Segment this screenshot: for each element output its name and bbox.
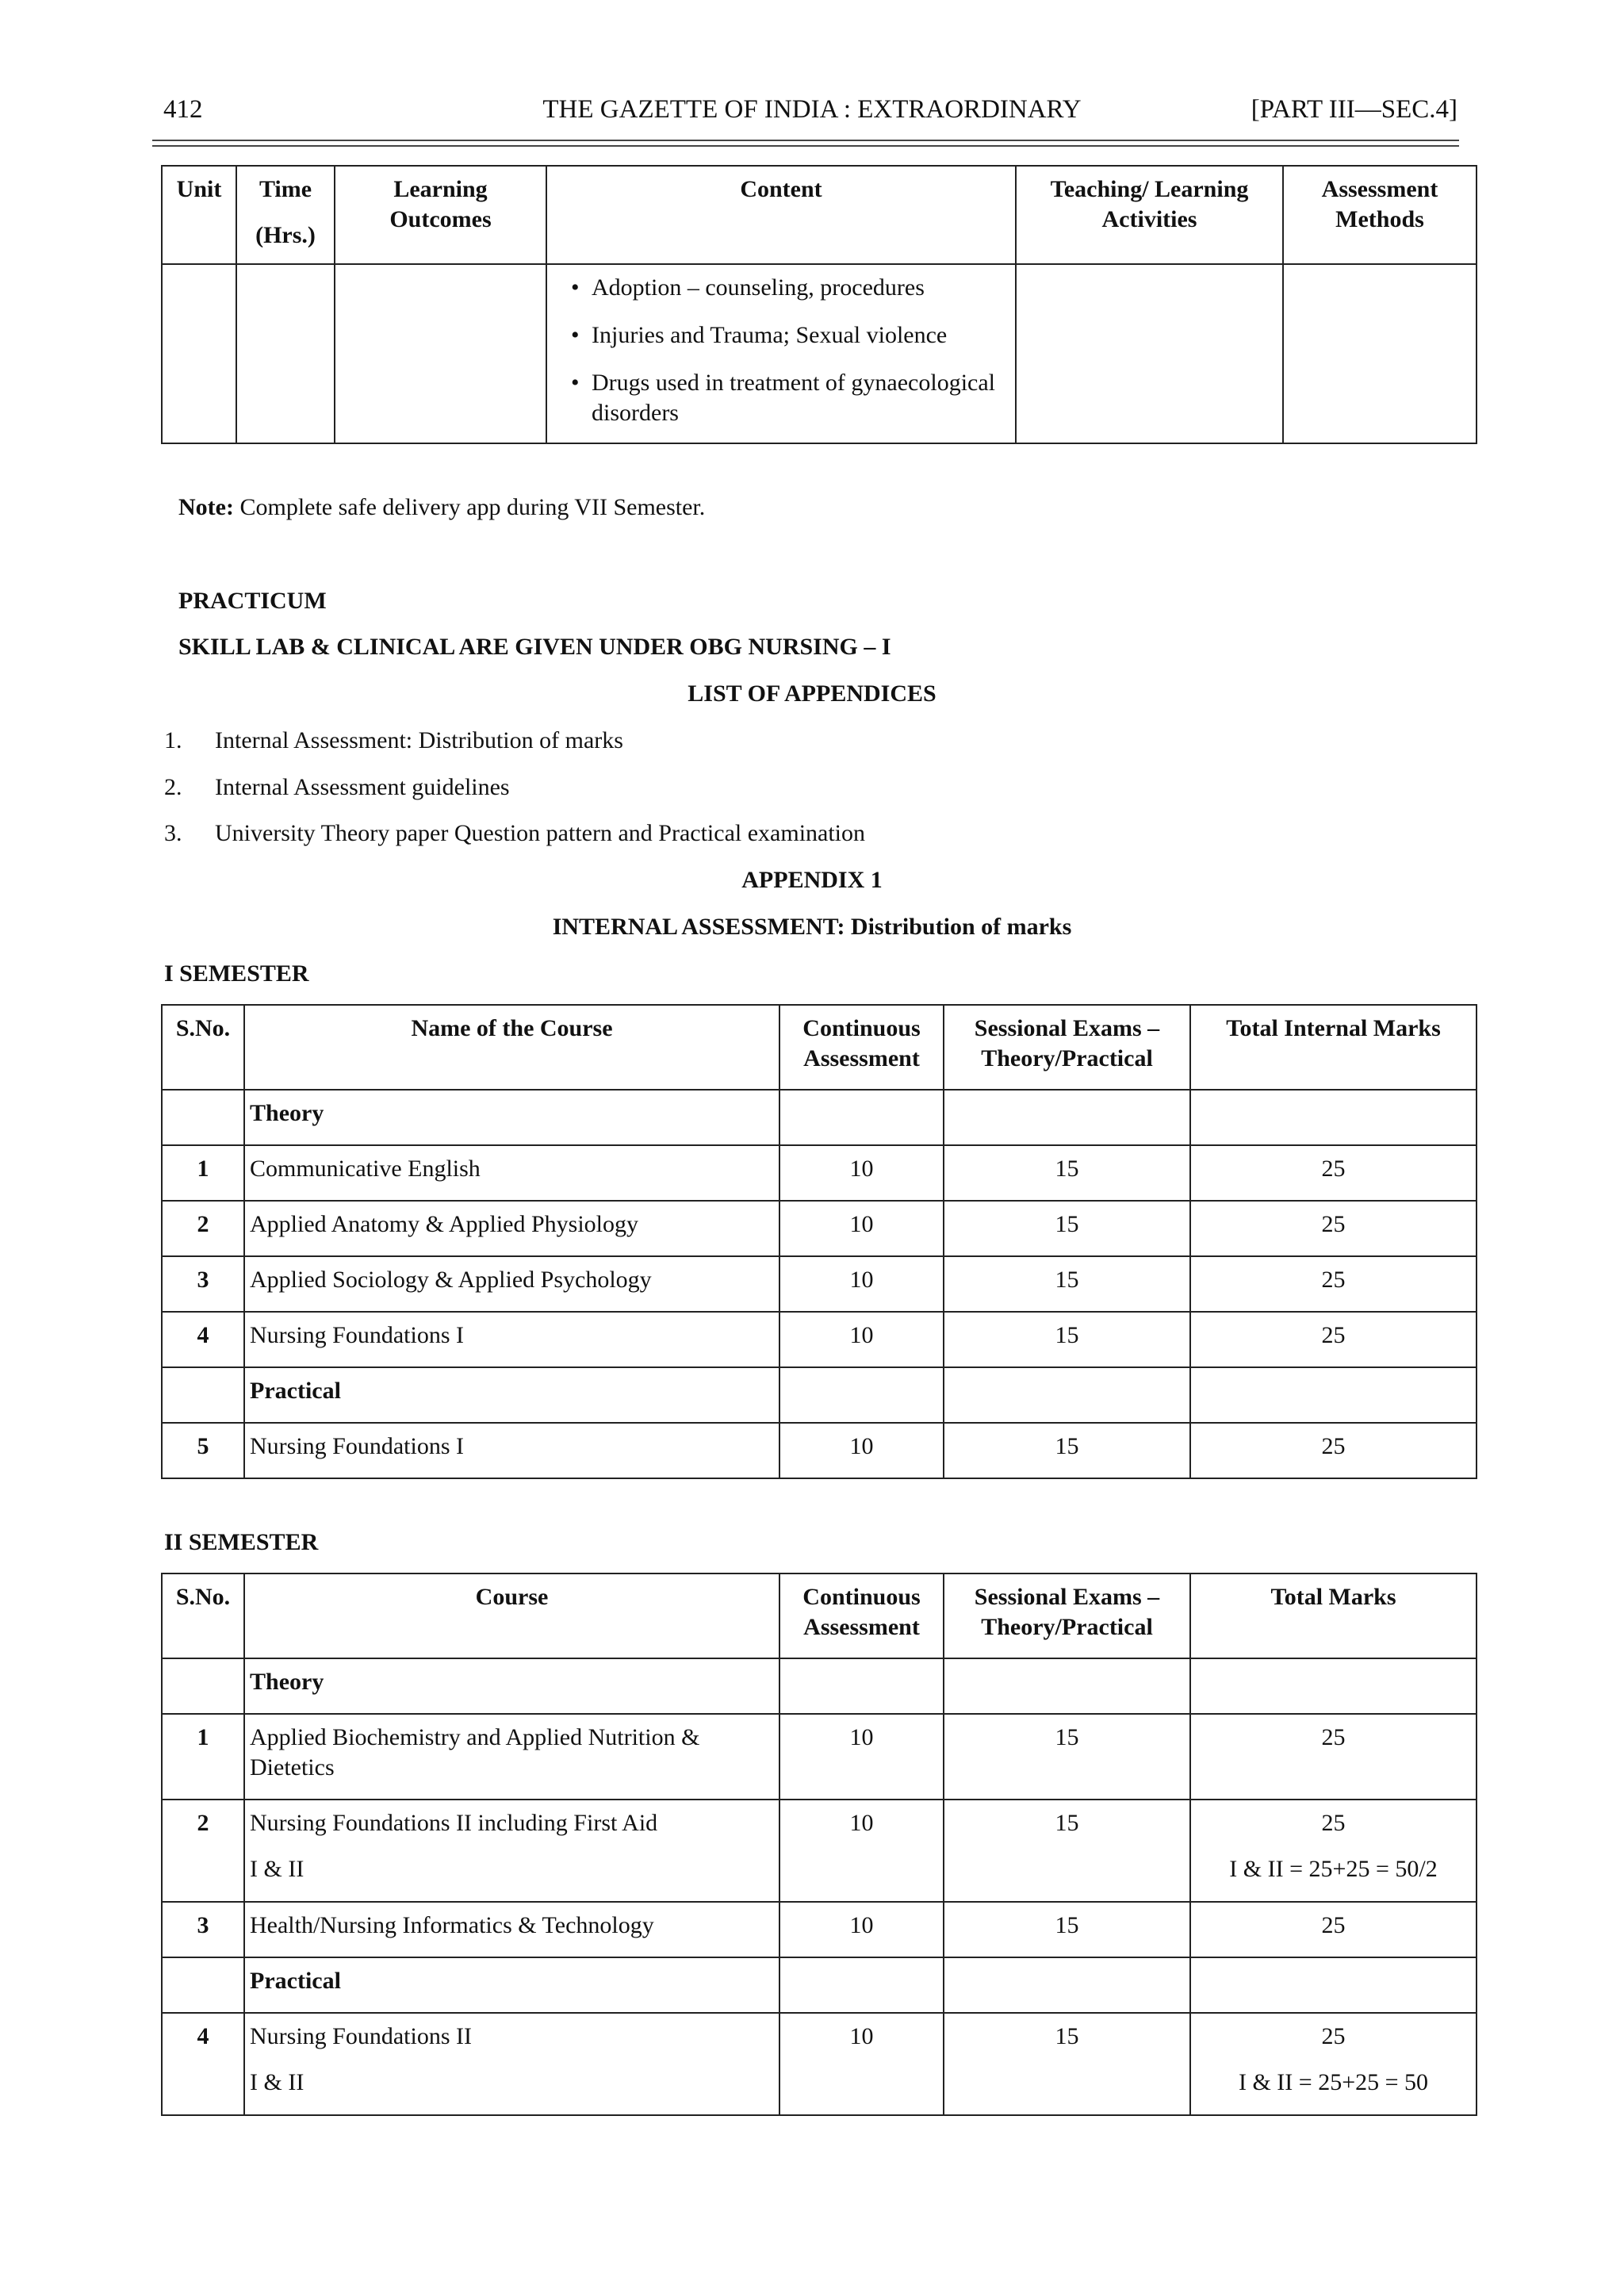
col-total: Total Marks (1190, 1573, 1477, 1658)
table-row (162, 1714, 1477, 1800)
table-row (162, 1256, 1477, 1312)
cell-sno (162, 1367, 244, 1423)
header-rule (152, 140, 1459, 141)
cell-course: Communicative English (244, 1145, 779, 1201)
section-label: Practical (244, 1367, 779, 1423)
table-row (162, 1367, 1477, 1423)
cell-course: Applied Biochemistry and Applied Nutrition & Dietetics (244, 1714, 779, 1800)
sem1-title: I SEMESTER (164, 960, 309, 987)
col-continuous-assessment: Continuous Assessment (779, 1005, 944, 1090)
section-label: Theory (244, 1090, 779, 1145)
sem1-header-row (162, 1005, 1477, 1090)
content-item: • Injuries and Trauma; Sexual violence (592, 320, 1010, 351)
cell-course: Nursing Foundations I (244, 1312, 779, 1367)
cell-course: Health/Nursing Informatics & Technology (244, 1902, 779, 1957)
sem1-table (161, 1004, 1477, 1479)
cell-sno: 4 (162, 1312, 244, 1367)
appendix-number: 3. (164, 820, 182, 846)
cell-se (944, 1658, 1190, 1714)
cell-se: 15 (944, 1201, 1190, 1256)
cell-ca: 10 (779, 1256, 944, 1312)
cell-total (1190, 2013, 1477, 2115)
table-row (162, 1423, 1477, 1478)
col-learning-outcomes: Learning Outcomes (335, 166, 546, 264)
table-row (162, 1090, 1477, 1145)
content-table (161, 165, 1477, 444)
table-row (162, 1902, 1477, 1957)
cell-sno: 4 (162, 2013, 244, 2115)
col-assessment-methods: Assessment Methods (1283, 166, 1477, 264)
cell-ca: 10 (779, 1423, 944, 1478)
appendix-item (164, 772, 510, 803)
table-row (162, 1312, 1477, 1367)
total-value: 25 (1321, 2023, 1346, 2049)
total-sub: I & II = 25+25 = 50/2 (1229, 1856, 1438, 1882)
note-text: Complete safe delivery app during VII Semester. (239, 494, 706, 520)
cell-ca: 10 (779, 1800, 944, 1902)
note-label: Note: (178, 494, 234, 520)
cell-ca (779, 1367, 944, 1423)
note (178, 492, 705, 523)
total-value: 25 (1321, 1810, 1346, 1836)
cell-sno (162, 1957, 244, 2013)
cell-total: 25 (1190, 1714, 1477, 1800)
cell-total (1190, 1957, 1477, 2013)
gazette-title: THE GAZETTE OF INDIA : EXTRAORDINARY (542, 95, 1082, 124)
cell-se: 15 (944, 1714, 1190, 1800)
cell-total (1190, 1090, 1477, 1145)
appendix-item (164, 725, 623, 757)
cell-course (244, 1800, 779, 1902)
cell-sno: 2 (162, 1800, 244, 1902)
sem2-table (161, 1573, 1477, 2116)
appendix-number: 1. (164, 727, 182, 753)
cell-sno (162, 1090, 244, 1145)
table-row (162, 1957, 1477, 2013)
cell-total (1190, 1658, 1477, 1714)
cell-sno: 1 (162, 1145, 244, 1201)
cell-se: 15 (944, 1800, 1190, 1902)
cell-ca (779, 1090, 944, 1145)
course-sub: I & II (250, 1856, 304, 1882)
cell-total: 25 (1190, 1201, 1477, 1256)
course-name: Nursing Foundations II including First Aid (250, 1810, 658, 1836)
col-time (236, 166, 335, 264)
appendices-title: LIST OF APPENDICES (688, 680, 936, 707)
cell-sno: 3 (162, 1256, 244, 1312)
cell-course: Applied Anatomy & Applied Physiology (244, 1201, 779, 1256)
col-time-unit: (Hrs.) (255, 222, 316, 248)
cell-total: 25 (1190, 1423, 1477, 1478)
table-row (162, 2013, 1477, 2115)
cell-total: 25 (1190, 1256, 1477, 1312)
total-sub: I & II = 25+25 = 50 (1238, 2069, 1429, 2095)
col-total: Total Internal Marks (1190, 1005, 1477, 1090)
col-sno: S.No. (162, 1573, 244, 1658)
cell-course (244, 2013, 779, 2115)
cell-total: 25 (1190, 1312, 1477, 1367)
cell-se (944, 1367, 1190, 1423)
cell-se: 15 (944, 1145, 1190, 1201)
cell-total (1190, 1800, 1477, 1902)
cell-sno (162, 1658, 244, 1714)
cell-se (944, 1957, 1190, 2013)
section-label: Theory (244, 1658, 779, 1714)
cell-outcomes (335, 264, 546, 443)
cell-sno: 5 (162, 1423, 244, 1478)
col-course: Course (244, 1573, 779, 1658)
col-course: Name of the Course (244, 1005, 779, 1090)
col-content: Content (546, 166, 1016, 264)
appendix-text: University Theory paper Question pattern and Practical examination (215, 820, 866, 846)
col-sessional-exams: Sessional Exams – Theory/Practical (944, 1573, 1190, 1658)
cell-activities (1016, 264, 1283, 443)
course-name: Nursing Foundations II (250, 2023, 472, 2049)
cell-course: Nursing Foundations I (244, 1423, 779, 1478)
col-unit: Unit (162, 166, 236, 264)
col-sno: S.No. (162, 1005, 244, 1090)
col-sessional-exams: Sessional Exams – Theory/Practical (944, 1005, 1190, 1090)
practicum-heading: PRACTICUM (178, 588, 327, 614)
cell-ca: 10 (779, 2013, 944, 2115)
cell-ca: 10 (779, 1145, 944, 1201)
cell-ca: 10 (779, 1714, 944, 1800)
sem2-title: II SEMESTER (164, 1529, 319, 1555)
table-row (162, 1658, 1477, 1714)
content-table-row (162, 264, 1477, 443)
cell-ca (779, 1658, 944, 1714)
appendix-text: Internal Assessment: Distribution of marks (215, 727, 623, 753)
cell-unit (162, 264, 236, 443)
appendix1-subtitle: INTERNAL ASSESSMENT: Distribution of marks (552, 914, 1072, 940)
page-number: 412 (163, 95, 203, 124)
cell-se: 15 (944, 1902, 1190, 1957)
content-list (568, 273, 1010, 428)
cell-sno: 3 (162, 1902, 244, 1957)
appendix-item (164, 818, 865, 849)
cell-time (236, 264, 335, 443)
skill-lab-heading: SKILL LAB & CLINICAL ARE GIVEN UNDER OBG NURSING – I (178, 634, 891, 660)
appendix1-title: APPENDIX 1 (741, 867, 883, 893)
content-item: • Adoption – counseling, procedures (592, 273, 1010, 303)
content-item: • Drugs used in treatment of gynaecological disorders (592, 368, 1010, 428)
cell-sno: 1 (162, 1714, 244, 1800)
cell-se: 15 (944, 1256, 1190, 1312)
cell-ca: 10 (779, 1902, 944, 1957)
section-label: Practical (244, 1957, 779, 2013)
cell-content (546, 264, 1016, 443)
table-row (162, 1201, 1477, 1256)
table-row (162, 1145, 1477, 1201)
col-teaching-activities: Teaching/ Learning Activities (1016, 166, 1283, 264)
cell-total: 25 (1190, 1902, 1477, 1957)
course-sub: I & II (250, 2069, 304, 2095)
cell-se (944, 1090, 1190, 1145)
cell-se: 15 (944, 1423, 1190, 1478)
cell-sno: 2 (162, 1201, 244, 1256)
cell-total: 25 (1190, 1145, 1477, 1201)
cell-ca (779, 1957, 944, 2013)
cell-course: Applied Sociology & Applied Psychology (244, 1256, 779, 1312)
sem2-header-row (162, 1573, 1477, 1658)
cell-ca: 10 (779, 1312, 944, 1367)
cell-ca: 10 (779, 1201, 944, 1256)
appendix-text: Internal Assessment guidelines (215, 774, 510, 800)
cell-assessment (1283, 264, 1477, 443)
gazette-part: [PART III—SEC.4] (1251, 95, 1457, 124)
cell-se: 15 (944, 2013, 1190, 2115)
cell-se: 15 (944, 1312, 1190, 1367)
content-table-header-row (162, 166, 1477, 264)
col-time-label: Time (259, 176, 312, 202)
cell-total (1190, 1367, 1477, 1423)
table-row (162, 1800, 1477, 1902)
header-rule-double (152, 145, 1459, 147)
appendix-number: 2. (164, 774, 182, 800)
col-continuous-assessment: Continuous Assessment (779, 1573, 944, 1658)
